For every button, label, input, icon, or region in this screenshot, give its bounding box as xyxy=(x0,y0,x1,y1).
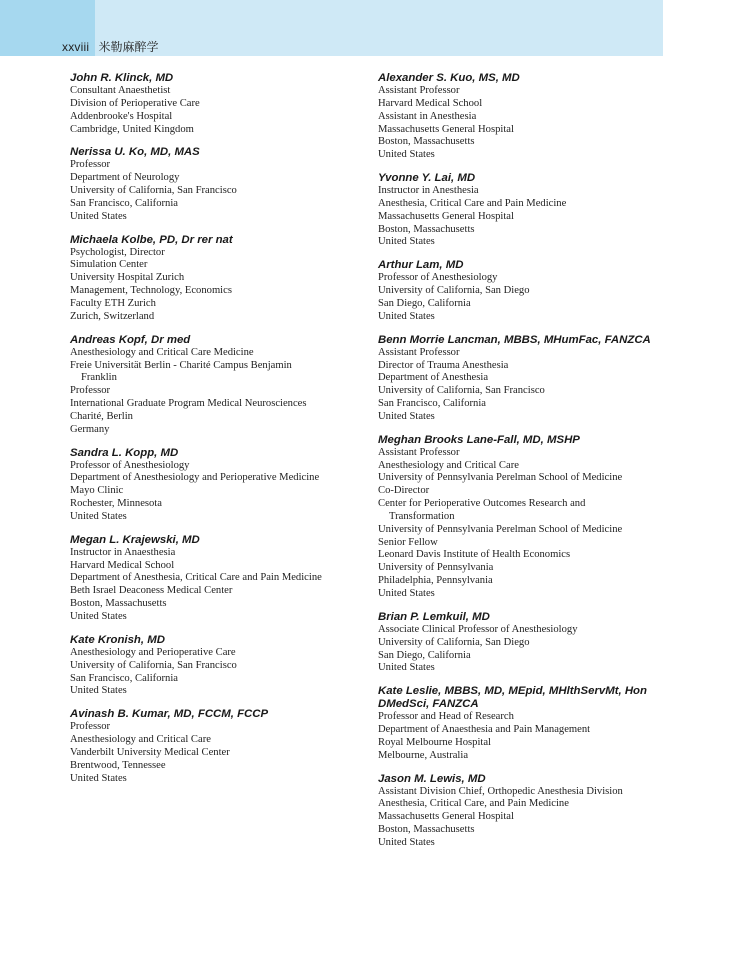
contributor-name: Arthur Lam, MD xyxy=(378,259,464,272)
affiliation-line: Assistant Professor xyxy=(378,346,460,358)
affiliation-line: University of California, San Francisco xyxy=(70,659,237,671)
affiliation-line: Professor and Head of Research xyxy=(378,711,514,723)
affiliation-line: Professor xyxy=(70,385,111,397)
affiliation-line: Anesthesia, Critical Care, and Pain Medicine xyxy=(378,798,569,810)
book-title: 米勒麻醉学 xyxy=(98,40,159,54)
contributor-entry xyxy=(378,773,668,850)
affiliation-line: Boston, Massachusetts xyxy=(378,223,475,235)
contributor-name: Michaela Kolbe, PD, Dr rer nat xyxy=(70,233,233,246)
affiliation-line: Anesthesiology and Critical Care Medicine xyxy=(70,346,254,358)
contributor-name: Yvonne Y. Lai, MD xyxy=(378,172,476,185)
affiliation-line: University of Pennsylvania xyxy=(378,562,494,574)
affiliation-line: Consultant Anaesthetist xyxy=(70,85,171,96)
affiliation-line: Philadelphia, Pennsylvania xyxy=(378,575,493,587)
contributor-entry xyxy=(378,685,668,762)
affiliation-line: United States xyxy=(378,836,435,848)
affiliation-line: Department of Anesthesiology and Perioperative Medicine xyxy=(70,472,320,484)
affiliation-line: Massachusetts General Hospital xyxy=(378,811,514,823)
contributor-entry xyxy=(378,611,668,675)
affiliation-line: Simulation Center xyxy=(70,259,148,271)
affiliation-line: Addenbrooke's Hospital xyxy=(70,110,173,122)
affiliation-line: Professor xyxy=(70,159,111,171)
affiliation-line: University of Pennsylvania Perelman School of Medicine xyxy=(378,472,623,484)
affiliation-line: Anesthesia, Critical Care and Pain Medicine xyxy=(378,197,567,209)
affiliation-line: Senior Fellow xyxy=(378,536,438,548)
affiliation-line: Management, Technology, Economics xyxy=(70,285,232,297)
affiliation-line: Brentwood, Tennessee xyxy=(70,759,166,771)
affiliation-line: Beth Israel Deaconess Medical Center xyxy=(70,585,233,597)
contributor-name: Benn Morrie Lancman, MBBS, MHumFac, FANZCA xyxy=(378,333,651,346)
affiliation-line: United States xyxy=(70,685,127,697)
affiliation-line: Psychologist, Director xyxy=(70,246,165,258)
affiliation-line: Germany xyxy=(70,423,110,435)
affiliation-line: San Francisco, California xyxy=(70,197,178,209)
affiliation-line: San Francisco, California xyxy=(378,398,486,410)
contributor-entry xyxy=(70,708,360,785)
contributor-name: Brian P. Lemkuil, MD xyxy=(378,610,490,623)
affiliation-line: Department of Anesthesia, Critical Care and Pain Medicine xyxy=(70,572,322,584)
affiliation-line: Harvard Medical School xyxy=(378,97,483,109)
contributor-name: Jason M. Lewis, MD xyxy=(378,772,486,785)
affiliation-line: United States xyxy=(70,510,127,522)
contributor-name: Kate Leslie, MBBS, MD, MEpid, MHlthServMt, Hon DMedSci, FANZCA xyxy=(378,685,647,711)
affiliation-line: Division of Perioperative Care xyxy=(70,97,200,109)
affiliation-line: Co-Director xyxy=(378,485,430,497)
page-number: xxviii xyxy=(62,40,90,54)
affiliation-line: Cambridge, United Kingdom xyxy=(70,123,194,135)
affiliation-line: Department of Anaesthesia and Pain Management xyxy=(378,724,591,736)
affiliation-line: University Hospital Zurich xyxy=(70,272,185,284)
affiliation-line: Instructor in Anesthesia xyxy=(378,185,479,197)
contributor-name: Kate Kronish, MD xyxy=(70,633,165,646)
contributor-entry xyxy=(378,172,668,249)
affiliation-line: San Diego, California xyxy=(378,649,471,661)
affiliation-line: Royal Melbourne Hospital xyxy=(378,736,491,748)
affiliation-line: Department of Anesthesia xyxy=(378,372,489,384)
left-column xyxy=(70,72,360,795)
affiliation-line: Anesthesiology and Critical Care xyxy=(378,459,519,471)
contributor-name: Andreas Kopf, Dr med xyxy=(70,333,191,346)
affiliation-line: Franklin xyxy=(81,372,117,384)
affiliation-line: Associate Clinical Professor of Anesthesiology xyxy=(378,623,578,635)
affiliation-line: Massachusetts General Hospital xyxy=(378,123,514,135)
contributor-entry xyxy=(378,334,668,424)
contributor-entry xyxy=(70,334,360,437)
affiliation-line: United States xyxy=(378,149,435,161)
affiliation-line: Boston, Massachusetts xyxy=(70,598,167,610)
contributor-name: Avinash B. Kumar, MD, FCCM, FCCP xyxy=(70,708,269,721)
affiliation-line: Boston, Massachusetts xyxy=(378,136,475,148)
contributor-name: Meghan Brooks Lane-Fall, MD, MSHP xyxy=(378,433,580,446)
affiliation-line: United States xyxy=(70,611,127,622)
affiliation-line: San Francisco, California xyxy=(70,672,178,684)
affiliation-line: United States xyxy=(378,662,435,674)
affiliation-line: San Diego, California xyxy=(378,297,471,309)
contributor-entry xyxy=(70,534,360,624)
contributor-name: Sandra L. Kopp, MD xyxy=(70,446,179,459)
affiliation-line: Assistant Division Chief, Orthopedic Anesthesia Division xyxy=(378,785,623,797)
affiliation-line: Department of Neurology xyxy=(70,172,180,184)
affiliation-line: Instructor in Anaesthesia xyxy=(70,546,176,558)
affiliation-line: Professor of Anesthesiology xyxy=(378,272,498,284)
contributor-entry xyxy=(70,234,360,324)
contributor-entry xyxy=(70,447,360,524)
contributor-entry xyxy=(70,634,360,698)
right-column xyxy=(378,72,668,860)
affiliation-line: United States xyxy=(378,236,435,248)
contributor-name: Nerissa U. Ko, MD, MAS xyxy=(70,146,200,159)
contributor-entry xyxy=(70,146,360,223)
affiliation-line: Massachusetts General Hospital xyxy=(378,210,514,222)
affiliation-line: Vanderbilt University Medical Center xyxy=(70,746,230,758)
affiliation-line: International Graduate Program Medical Neurosciences xyxy=(70,398,307,410)
affiliation-line: University of Pennsylvania Perelman School of Medicine xyxy=(378,523,623,535)
affiliation-line: Anesthesiology and Perioperative Care xyxy=(70,646,236,658)
affiliation-line: Boston, Massachusetts xyxy=(378,824,475,836)
affiliation-line: University of California, San Diego xyxy=(378,636,530,648)
affiliation-line: Assistant Professor xyxy=(378,446,460,458)
contributor-entry xyxy=(378,434,668,601)
affiliation-line: Mayo Clinic xyxy=(70,485,124,497)
affiliation-line: Rochester, Minnesota xyxy=(70,498,162,510)
contributor-entry xyxy=(378,72,668,162)
affiliation-line: United States xyxy=(378,310,435,322)
affiliation-line: Faculty ETH Zurich xyxy=(70,297,156,309)
affiliation-line: United States xyxy=(70,210,127,222)
affiliation-line: University of California, San Francisco xyxy=(70,185,237,197)
affiliation-line: Charité, Berlin xyxy=(70,410,133,422)
affiliation-line: Assistant in Anesthesia xyxy=(378,110,477,122)
running-header xyxy=(62,38,159,55)
affiliation-line: University of California, San Francisco xyxy=(378,385,545,397)
affiliation-line: Harvard Medical School xyxy=(70,559,175,571)
affiliation-line: Assistant Professor xyxy=(378,85,460,96)
affiliation-line: Freie Universität Berlin - Charité Campus Benjamin xyxy=(70,359,292,371)
affiliation-line: United States xyxy=(378,588,435,599)
affiliation-line: Leonard Davis Institute of Health Economics xyxy=(378,549,571,561)
contributor-entry xyxy=(378,259,668,323)
affiliation-line: Zurich, Switzerland xyxy=(70,310,155,322)
affiliation-line: Professor xyxy=(70,721,111,733)
affiliation-line: Center for Perioperative Outcomes Research and xyxy=(378,498,586,510)
affiliation-line: University of California, San Diego xyxy=(378,285,530,297)
affiliation-line: United States xyxy=(378,410,435,422)
contributor-name: Megan L. Krajewski, MD xyxy=(70,533,200,546)
affiliation-line: Professor of Anesthesiology xyxy=(70,459,190,471)
affiliation-line: Anesthesiology and Critical Care xyxy=(70,734,211,746)
affiliation-line: United States xyxy=(70,772,127,784)
contributor-name: John R. Klinck, MD xyxy=(70,72,174,84)
affiliation-line: Melbourne, Australia xyxy=(378,749,469,761)
contributor-entry xyxy=(70,72,360,136)
contributor-name: Alexander S. Kuo, MS, MD xyxy=(378,72,520,84)
affiliation-line: Director of Trauma Anesthesia xyxy=(378,359,509,371)
affiliation-line: Transformation xyxy=(389,510,455,522)
